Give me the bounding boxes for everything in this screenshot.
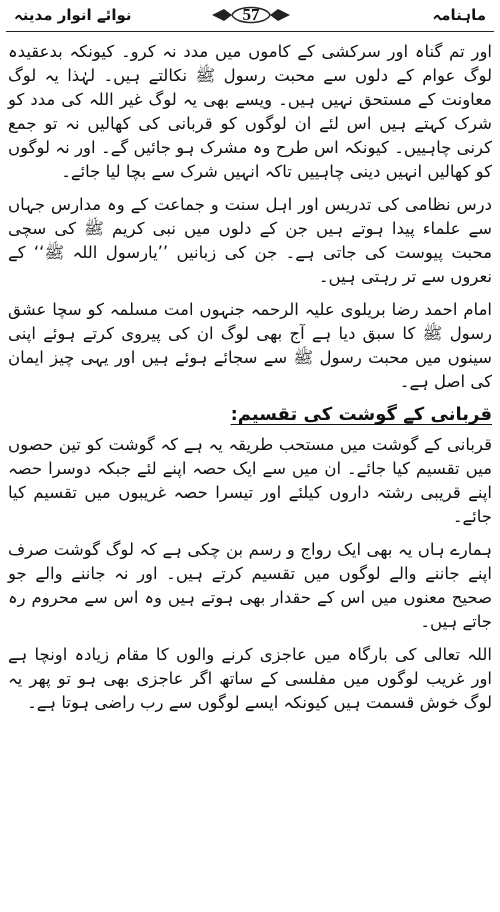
paragraph-2: درس نظامی کی تدریس اور اہل سنت و جماعت کے وہ مدارس جہاں سے علماء پیدا ہوتے ہیں جن کے دلوں میں نبی کریم ﷺ کی سچی محبت پیوست کی جاتی ہے۔ جن کی زبانیں ’’یارسول اللہ ﷺ‘‘ کے نعروں سے تر رہتی ہیں۔ (8, 195, 492, 286)
section-heading: قربانی کے گوشت کی تقسیم: (230, 404, 492, 425)
page-header (0, 0, 500, 42)
magazine-name: ماہنامہ (432, 6, 486, 24)
publication-name: نوائے انوار مدینہ (14, 6, 132, 24)
paragraph-4: قربانی کے گوشت میں مستحب طریقہ یہ ہے کہ گوشت کو تین حصوں میں تقسیم کیا جائے۔ ان میں سے ایک حصہ اپنے لئے جبکہ دوسرا حصہ اپنے قریبی رشتہ داروں کیلئے اور تیسرا حصہ غریبوں میں تقسیم کیا جائے۔ (8, 435, 492, 526)
page-number-badge (210, 2, 292, 28)
paragraph-5: ہمارے ہاں یہ بھی ایک رواج و رسم بن چکی ہے کہ لوگ گوشت صرف اپنے جاننے والے لوگوں میں تقسیم کرتے ہیں۔ اور نہ جاننے والے جو صحیح معنوں میں اس کے حقدار بھی ہوتے ہیں وہ اس سے محروم رہ جاتے ہیں۔ (8, 540, 492, 631)
paragraph-3: امام احمد رضا بریلوی علیہ الرحمہ جنہوں امت مسلمہ کو سچا عشق رسول ﷺ کا سبق دیا ہے آج بھی لوگ ان کی پیروی کرتے ہوئے اپنی سینوں میں محبت رسول ﷺ سے سجائے ہوئے ہیں اور یہی چیز ایمان کی اصل ہے۔ (8, 300, 492, 391)
paragraph-1: اور تم گناہ اور سرکشی کے کاموں میں مدد نہ کرو۔ کیونکہ بدعقیدہ لوگ عوام کے دلوں سے محبت رسول ﷺ نکالتے ہیں۔ لہٰذا یہ لوگ معاونت کے مستحق نہیں ہیں۔ ویسے بھی یہ لوگ غیر اللہ کی مدد کو شرک کہتے ہیں اس لئے ان لوگوں کو قربانی کی کھالیں نہ تو جمع کرنی چاہییں۔ کیونکہ اس طرح وہ مشرک ہو جائیں گے۔ اور نہ لوگوں کو کھالیں انہیں دینی چاہییں تاکہ انہیں شرک سے بچا لیا جائے۔ (8, 42, 492, 181)
page-number: 57 (242, 5, 260, 24)
article-body (8, 40, 492, 908)
header-divider (6, 31, 494, 32)
paragraph-6: اللہ تعالی کی بارگاہ میں عاجزی کرنے والوں کا مقام زیادہ اونچا ہے اور غریب لوگوں میں مفلسی کے ساتھ اگر عاجزی بھی ہو تو پھر یہ لوگ خوش قسمت ہیں کیونکہ ایسے لوگوں سے رب راضی ہوتا ہے۔ (8, 645, 492, 712)
